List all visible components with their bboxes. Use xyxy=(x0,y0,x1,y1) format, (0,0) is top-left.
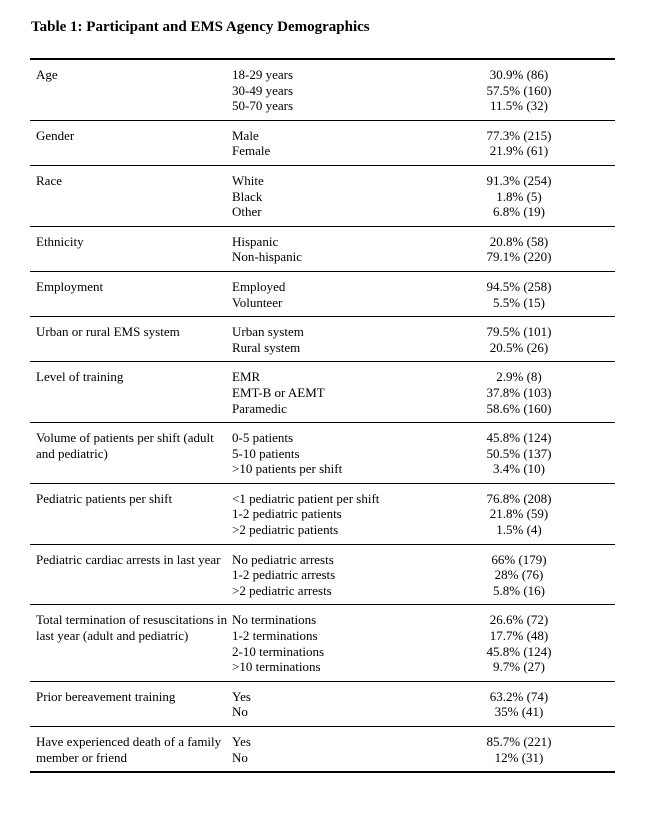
category-label: Hispanic xyxy=(232,233,279,249)
value-label: 91.3% (254) xyxy=(486,172,552,188)
category-label: Black xyxy=(232,188,263,204)
value-label: 21.8% (59) xyxy=(489,506,549,522)
category-label: Urban system xyxy=(232,324,304,340)
characteristic-cell: Prior bereavement training xyxy=(36,688,176,704)
value-label: 57.5% (160) xyxy=(486,82,552,98)
characteristic-cell: Total termination of resuscitations in last year (adult and pediatric) xyxy=(36,612,228,644)
value-cell xyxy=(454,734,584,765)
value-label: 30.9% (86) xyxy=(489,67,549,82)
value-label: 20.5% (26) xyxy=(489,339,549,355)
category-label: 5-10 patients xyxy=(232,445,300,461)
value-label: 17.7% (48) xyxy=(489,628,549,644)
characteristic-cell: Pediatric patients per shift xyxy=(36,490,173,506)
category-label: Employed xyxy=(232,278,286,294)
value-label: 63.2% (74) xyxy=(489,688,549,704)
characteristic-cell: Level of training xyxy=(36,369,124,385)
table-row xyxy=(30,271,615,316)
category-cell xyxy=(232,67,454,114)
value-label: 1.5% (4) xyxy=(496,522,542,538)
category-cell xyxy=(232,279,454,310)
category-cell xyxy=(232,689,454,720)
value-label: 2.9% (8) xyxy=(496,369,542,385)
table-row xyxy=(30,726,615,771)
value-label: 66% (179) xyxy=(491,551,547,567)
table-row xyxy=(30,226,615,271)
value-cell xyxy=(454,279,584,310)
value-cell xyxy=(454,234,584,265)
value-cell xyxy=(454,689,584,720)
table-row xyxy=(30,361,615,422)
value-cell xyxy=(454,491,584,538)
value-label: 58.6% (160) xyxy=(486,400,552,416)
value-cell xyxy=(454,67,584,114)
category-label: Paramedic xyxy=(232,400,287,416)
characteristic-cell: Race xyxy=(36,172,62,188)
value-label: 5.5% (15) xyxy=(493,294,545,310)
category-label: 2-10 terminations xyxy=(232,643,325,659)
category-label: 30-49 years xyxy=(232,82,294,98)
category-cell xyxy=(232,234,454,265)
category-label: Volunteer xyxy=(232,294,283,310)
category-label: Yes xyxy=(232,688,251,704)
value-label: 76.8% (208) xyxy=(486,490,552,506)
category-label: EMT-B or AEMT xyxy=(232,384,325,400)
value-label: 85.7% (221) xyxy=(486,734,552,749)
table-row xyxy=(30,483,615,544)
category-cell xyxy=(232,491,454,538)
characteristic-cell: Age xyxy=(36,67,58,82)
category-label: Yes xyxy=(232,734,251,749)
characteristic-cell: Ethnicity xyxy=(36,233,84,249)
category-cell xyxy=(232,734,454,765)
category-label: Female xyxy=(232,143,271,159)
category-label: EMR xyxy=(232,369,261,385)
category-label: White xyxy=(232,172,264,188)
value-label: 37.8% (103) xyxy=(486,384,552,400)
table-row xyxy=(30,681,615,726)
value-label: 11.5% (32) xyxy=(489,98,548,114)
value-label: 50.5% (137) xyxy=(486,445,552,461)
value-label: 21.9% (61) xyxy=(489,143,549,159)
value-label: 1.8% (5) xyxy=(496,188,542,204)
value-label: 45.8% (124) xyxy=(486,643,552,659)
characteristic-cell: Volume of patients per shift (adult and pediatric) xyxy=(36,430,214,461)
category-label: No pediatric arrests xyxy=(232,551,334,567)
category-label: 1-2 terminations xyxy=(232,628,318,644)
table-row xyxy=(30,60,615,120)
category-cell xyxy=(232,369,454,416)
category-cell xyxy=(232,430,454,477)
table-caption: Table 1: Participant and EMS Agency Demographics xyxy=(31,19,370,35)
characteristic-cell: Gender xyxy=(36,127,75,143)
characteristic-cell: Pediatric cardiac arrests in last year xyxy=(36,551,221,567)
value-cell xyxy=(454,324,584,355)
table-row xyxy=(30,165,615,226)
characteristic-cell: Have experienced death of a family member or friend xyxy=(36,734,222,765)
category-cell xyxy=(232,128,454,159)
category-label: Rural system xyxy=(232,339,301,355)
table-row xyxy=(30,316,615,361)
category-label: 18-29 years xyxy=(232,67,294,82)
characteristic-cell: Urban or rural EMS system xyxy=(36,324,180,340)
category-label: Male xyxy=(232,127,259,143)
value-label: 45.8% (124) xyxy=(486,430,552,446)
category-label: 1-2 pediatric arrests xyxy=(232,567,336,583)
value-label: 6.8% (19) xyxy=(493,204,545,220)
table-row xyxy=(30,422,615,483)
table-row xyxy=(30,604,615,680)
value-label: 12% (31) xyxy=(494,749,544,765)
category-label: >2 pediatric arrests xyxy=(232,582,332,598)
category-label: No xyxy=(232,749,248,765)
category-label: >10 patients per shift xyxy=(232,461,343,477)
value-cell xyxy=(454,552,584,599)
value-cell xyxy=(454,612,584,674)
category-label: >10 terminations xyxy=(232,659,321,675)
category-label: No xyxy=(232,704,248,720)
category-label: Other xyxy=(232,204,262,220)
value-label: 26.6% (72) xyxy=(489,612,549,628)
value-label: 79.1% (220) xyxy=(486,249,552,265)
value-label: 20.8% (58) xyxy=(489,233,549,249)
category-label: 1-2 pediatric patients xyxy=(232,506,342,522)
value-label: 28% (76) xyxy=(494,567,544,583)
category-label: >2 pediatric patients xyxy=(232,522,339,538)
value-label: 9.7% (27) xyxy=(493,659,545,675)
table-row xyxy=(30,544,615,605)
value-label: 35% (41) xyxy=(494,704,544,720)
value-cell xyxy=(454,128,584,159)
category-cell xyxy=(232,173,454,220)
value-label: 79.5% (101) xyxy=(486,324,552,340)
category-cell xyxy=(232,324,454,355)
value-cell xyxy=(454,173,584,220)
category-label: <1 pediatric patient per shift xyxy=(232,490,380,506)
category-label: 0-5 patients xyxy=(232,430,294,446)
category-label: Non-hispanic xyxy=(232,249,303,265)
category-label: No terminations xyxy=(232,612,317,628)
characteristic-cell: Employment xyxy=(36,278,104,294)
value-label: 5.8% (16) xyxy=(493,582,545,598)
demographics-table xyxy=(30,58,615,773)
value-label: 94.5% (258) xyxy=(486,278,552,294)
value-cell xyxy=(454,369,584,416)
value-label: 3.4% (10) xyxy=(493,461,545,477)
category-cell xyxy=(232,552,454,599)
category-label: 50-70 years xyxy=(232,98,294,114)
table-row xyxy=(30,120,615,165)
category-cell xyxy=(232,612,454,674)
value-label: 77.3% (215) xyxy=(486,127,552,143)
value-cell xyxy=(454,430,584,477)
